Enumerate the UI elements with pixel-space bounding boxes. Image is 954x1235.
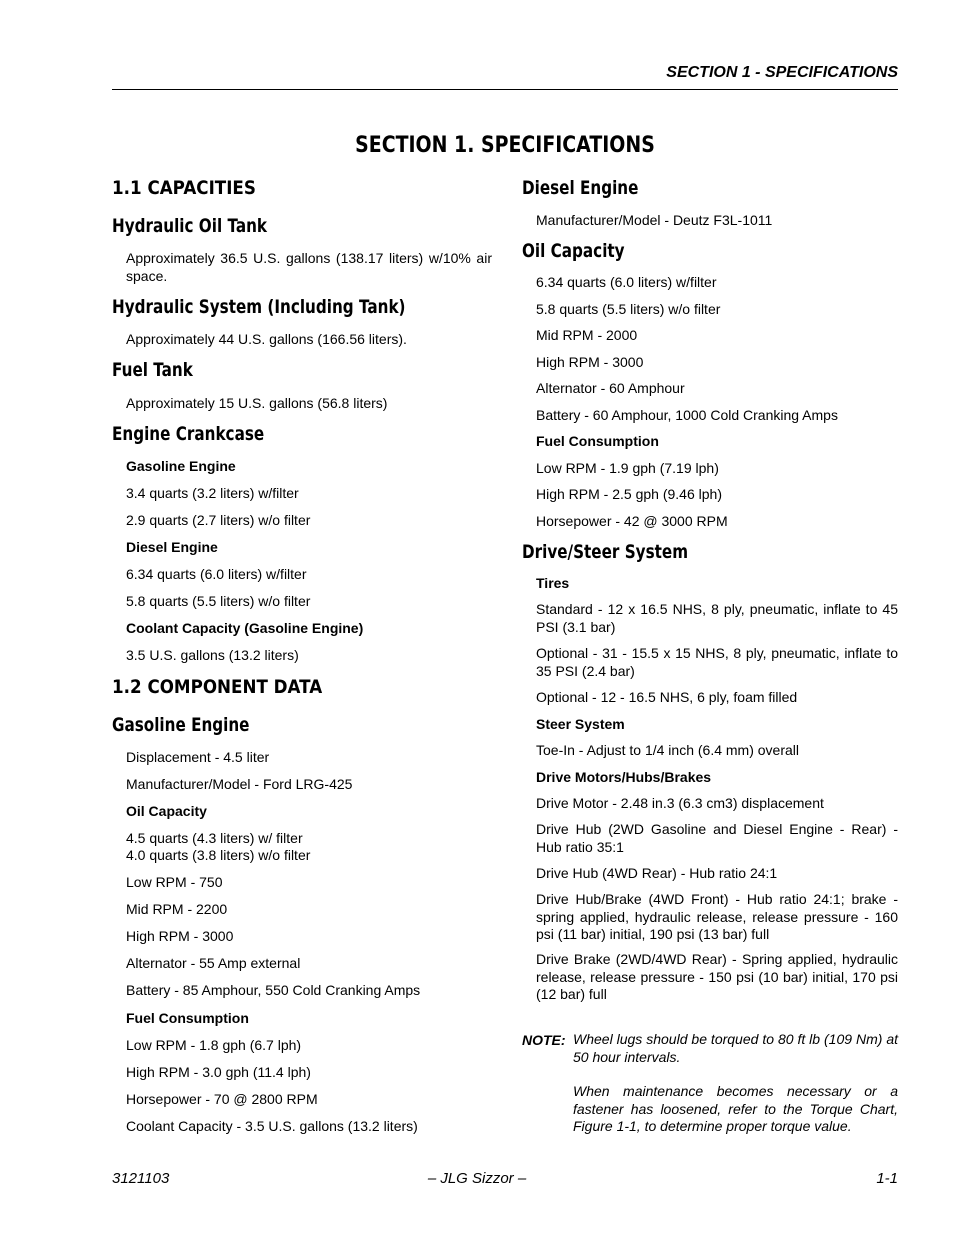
crankcase-diesel-line: 6.34 quarts (6.0 liters) w/filter: [126, 566, 307, 582]
crankcase-diesel-line: 5.8 quarts (5.5 liters) w/o filter: [126, 593, 311, 609]
coolant-capacity-label: Coolant Capacity (Gasoline Engine): [126, 620, 364, 636]
diesel-mid-rpm: Mid RPM - 2000: [536, 327, 638, 343]
section-capacities-heading: 1.1 CAPACITIES: [112, 177, 256, 199]
gasoline-fuel-consumption-label: Fuel Consumption: [126, 1010, 249, 1026]
diesel-oil-line: 6.34 quarts (6.0 liters) w/filter: [536, 274, 717, 290]
hydraulic-system-heading: Hydraulic System (Including Tank): [112, 296, 406, 318]
gasoline-high-rpm: High RPM - 3000: [126, 928, 234, 944]
note-label: NOTE:: [522, 1032, 566, 1048]
gasoline-fuel-high: High RPM - 3.0 gph (11.4 lph): [126, 1064, 311, 1080]
tires-label: Tires: [536, 575, 570, 591]
diesel-fuel-low: Low RPM - 1.9 gph (7.19 lph): [536, 460, 719, 476]
drive-steer-heading: Drive/Steer System: [522, 541, 689, 563]
diesel-high-rpm: High RPM - 3000: [536, 354, 644, 370]
gasoline-oil-line: 4.0 quarts (3.8 liters) w/o filter: [126, 847, 311, 863]
gasoline-fuel-low: Low RPM - 1.8 gph (6.7 lph): [126, 1037, 302, 1053]
crankcase-gasoline-label: Gasoline Engine: [126, 458, 236, 474]
diesel-horsepower: Horsepower - 42 @ 3000 RPM: [536, 513, 728, 529]
header-rule: [112, 89, 898, 90]
gasoline-engine-heading: Gasoline Engine: [112, 714, 250, 736]
diesel-fuel-high: High RPM - 2.5 gph (9.46 lph): [536, 486, 722, 502]
gasoline-alternator: Alternator - 55 Amp external: [126, 955, 301, 971]
gasoline-oil-capacity-label: Oil Capacity: [126, 803, 207, 819]
gasoline-coolant: Coolant Capacity - 3.5 U.S. gallons (13.2 liters): [126, 1118, 418, 1134]
drive-brake-spec: Drive Brake (2WD/4WD Rear) - Spring applied, hydraulic release, release pressure - 150 psi (10 bar) initial, 170 psi (12 bar) full: [536, 951, 898, 1002]
engine-crankcase-heading: Engine Crankcase: [112, 423, 265, 445]
toe-in-spec: Toe-In - Adjust to 1/4 inch (6.4 mm) overall: [536, 742, 799, 758]
footer-doc-number: 3121103: [112, 1170, 170, 1187]
diesel-engine-heading: Diesel Engine: [522, 177, 639, 199]
gasoline-low-rpm: Low RPM - 750: [126, 874, 223, 890]
tire-spec: Standard - 12 x 16.5 NHS, 8 ply, pneumatic, inflate to 45 PSI (3.1 bar): [536, 601, 898, 635]
drive-hub-spec: Drive Hub (2WD Gasoline and Diesel Engine - Rear) - Hub ratio 35:1: [536, 821, 898, 855]
diesel-alternator: Alternator - 60 Amphour: [536, 380, 685, 396]
coolant-capacity-text: 3.5 U.S. gallons (13.2 liters): [126, 647, 299, 663]
drive-hub-spec: Drive Hub (4WD Rear) - Hub ratio 24:1: [536, 865, 778, 881]
hydraulic-oil-tank-heading: Hydraulic Oil Tank: [112, 215, 268, 237]
gasoline-horsepower: Horsepower - 70 @ 2800 RPM: [126, 1091, 318, 1107]
steer-system-label: Steer System: [536, 716, 625, 732]
diesel-manufacturer: Manufacturer/Model - Deutz F3L-1011: [536, 212, 773, 228]
diesel-oil-line: 5.8 quarts (5.5 liters) w/o filter: [536, 301, 721, 317]
hydraulic-system-text: Approximately 44 U.S. gallons (166.56 liters).: [126, 331, 407, 347]
note-text: Wheel lugs should be torqued to 80 ft lb (109 Nm) at 50 hour intervals.: [573, 1031, 898, 1065]
footer-page-number: 1-1: [876, 1170, 898, 1187]
page-title: SECTION 1. SPECIFICATIONS: [355, 133, 655, 158]
diesel-fuel-consumption-label: Fuel Consumption: [536, 433, 659, 449]
note-text: When maintenance becomes necessary or a fastener has loosened, refer to the Torque Chart, Figure 1-1, to determine proper torque value.: [573, 1083, 898, 1134]
footer-title: – JLG Sizzor –: [427, 1170, 527, 1187]
tire-spec: Optional - 31 - 15.5 x 15 NHS, 8 ply, pneumatic, inflate to 35 PSI (2.4 bar): [536, 645, 898, 679]
drive-hub-brake-spec: Drive Hub/Brake (4WD Front) - Hub ratio 24:1; brake - spring applied, hydraulic release, release pressure - 160 psi (11 bar) initial, 190 psi (13 bar) full: [536, 891, 898, 942]
fuel-tank-text: Approximately 15 U.S. gallons (56.8 liters): [126, 395, 388, 411]
drive-motor-spec: Drive Motor - 2.48 in.3 (6.3 cm3) displacement: [536, 795, 824, 811]
diesel-battery: Battery - 60 Amphour, 1000 Cold Cranking Amps: [536, 407, 838, 423]
gasoline-displacement: Displacement - 4.5 liter: [126, 749, 270, 765]
running-header: SECTION 1 - SPECIFICATIONS: [666, 64, 898, 81]
crankcase-gasoline-line: 3.4 quarts (3.2 liters) w/filter: [126, 485, 299, 501]
tire-spec: Optional - 12 - 16.5 NHS, 6 ply, foam filled: [536, 689, 798, 705]
gasoline-mid-rpm: Mid RPM - 2200: [126, 901, 228, 917]
hydraulic-oil-tank-text: Approximately 36.5 U.S. gallons (138.17 liters) w/10% air space.: [126, 250, 492, 284]
crankcase-gasoline-line: 2.9 quarts (2.7 liters) w/o filter: [126, 512, 311, 528]
drive-motors-label: Drive Motors/Hubs/Brakes: [536, 769, 712, 785]
crankcase-diesel-label: Diesel Engine: [126, 539, 218, 555]
gasoline-oil-line: 4.5 quarts (4.3 liters) w/ filter: [126, 830, 303, 846]
section-component-data-heading: 1.2 COMPONENT DATA: [112, 676, 323, 698]
gasoline-manufacturer: Manufacturer/Model - Ford LRG-425: [126, 776, 353, 792]
gasoline-battery: Battery - 85 Amphour, 550 Cold Cranking Amps: [126, 982, 421, 998]
fuel-tank-heading: Fuel Tank: [112, 359, 193, 381]
oil-capacity-heading: Oil Capacity: [522, 240, 625, 262]
